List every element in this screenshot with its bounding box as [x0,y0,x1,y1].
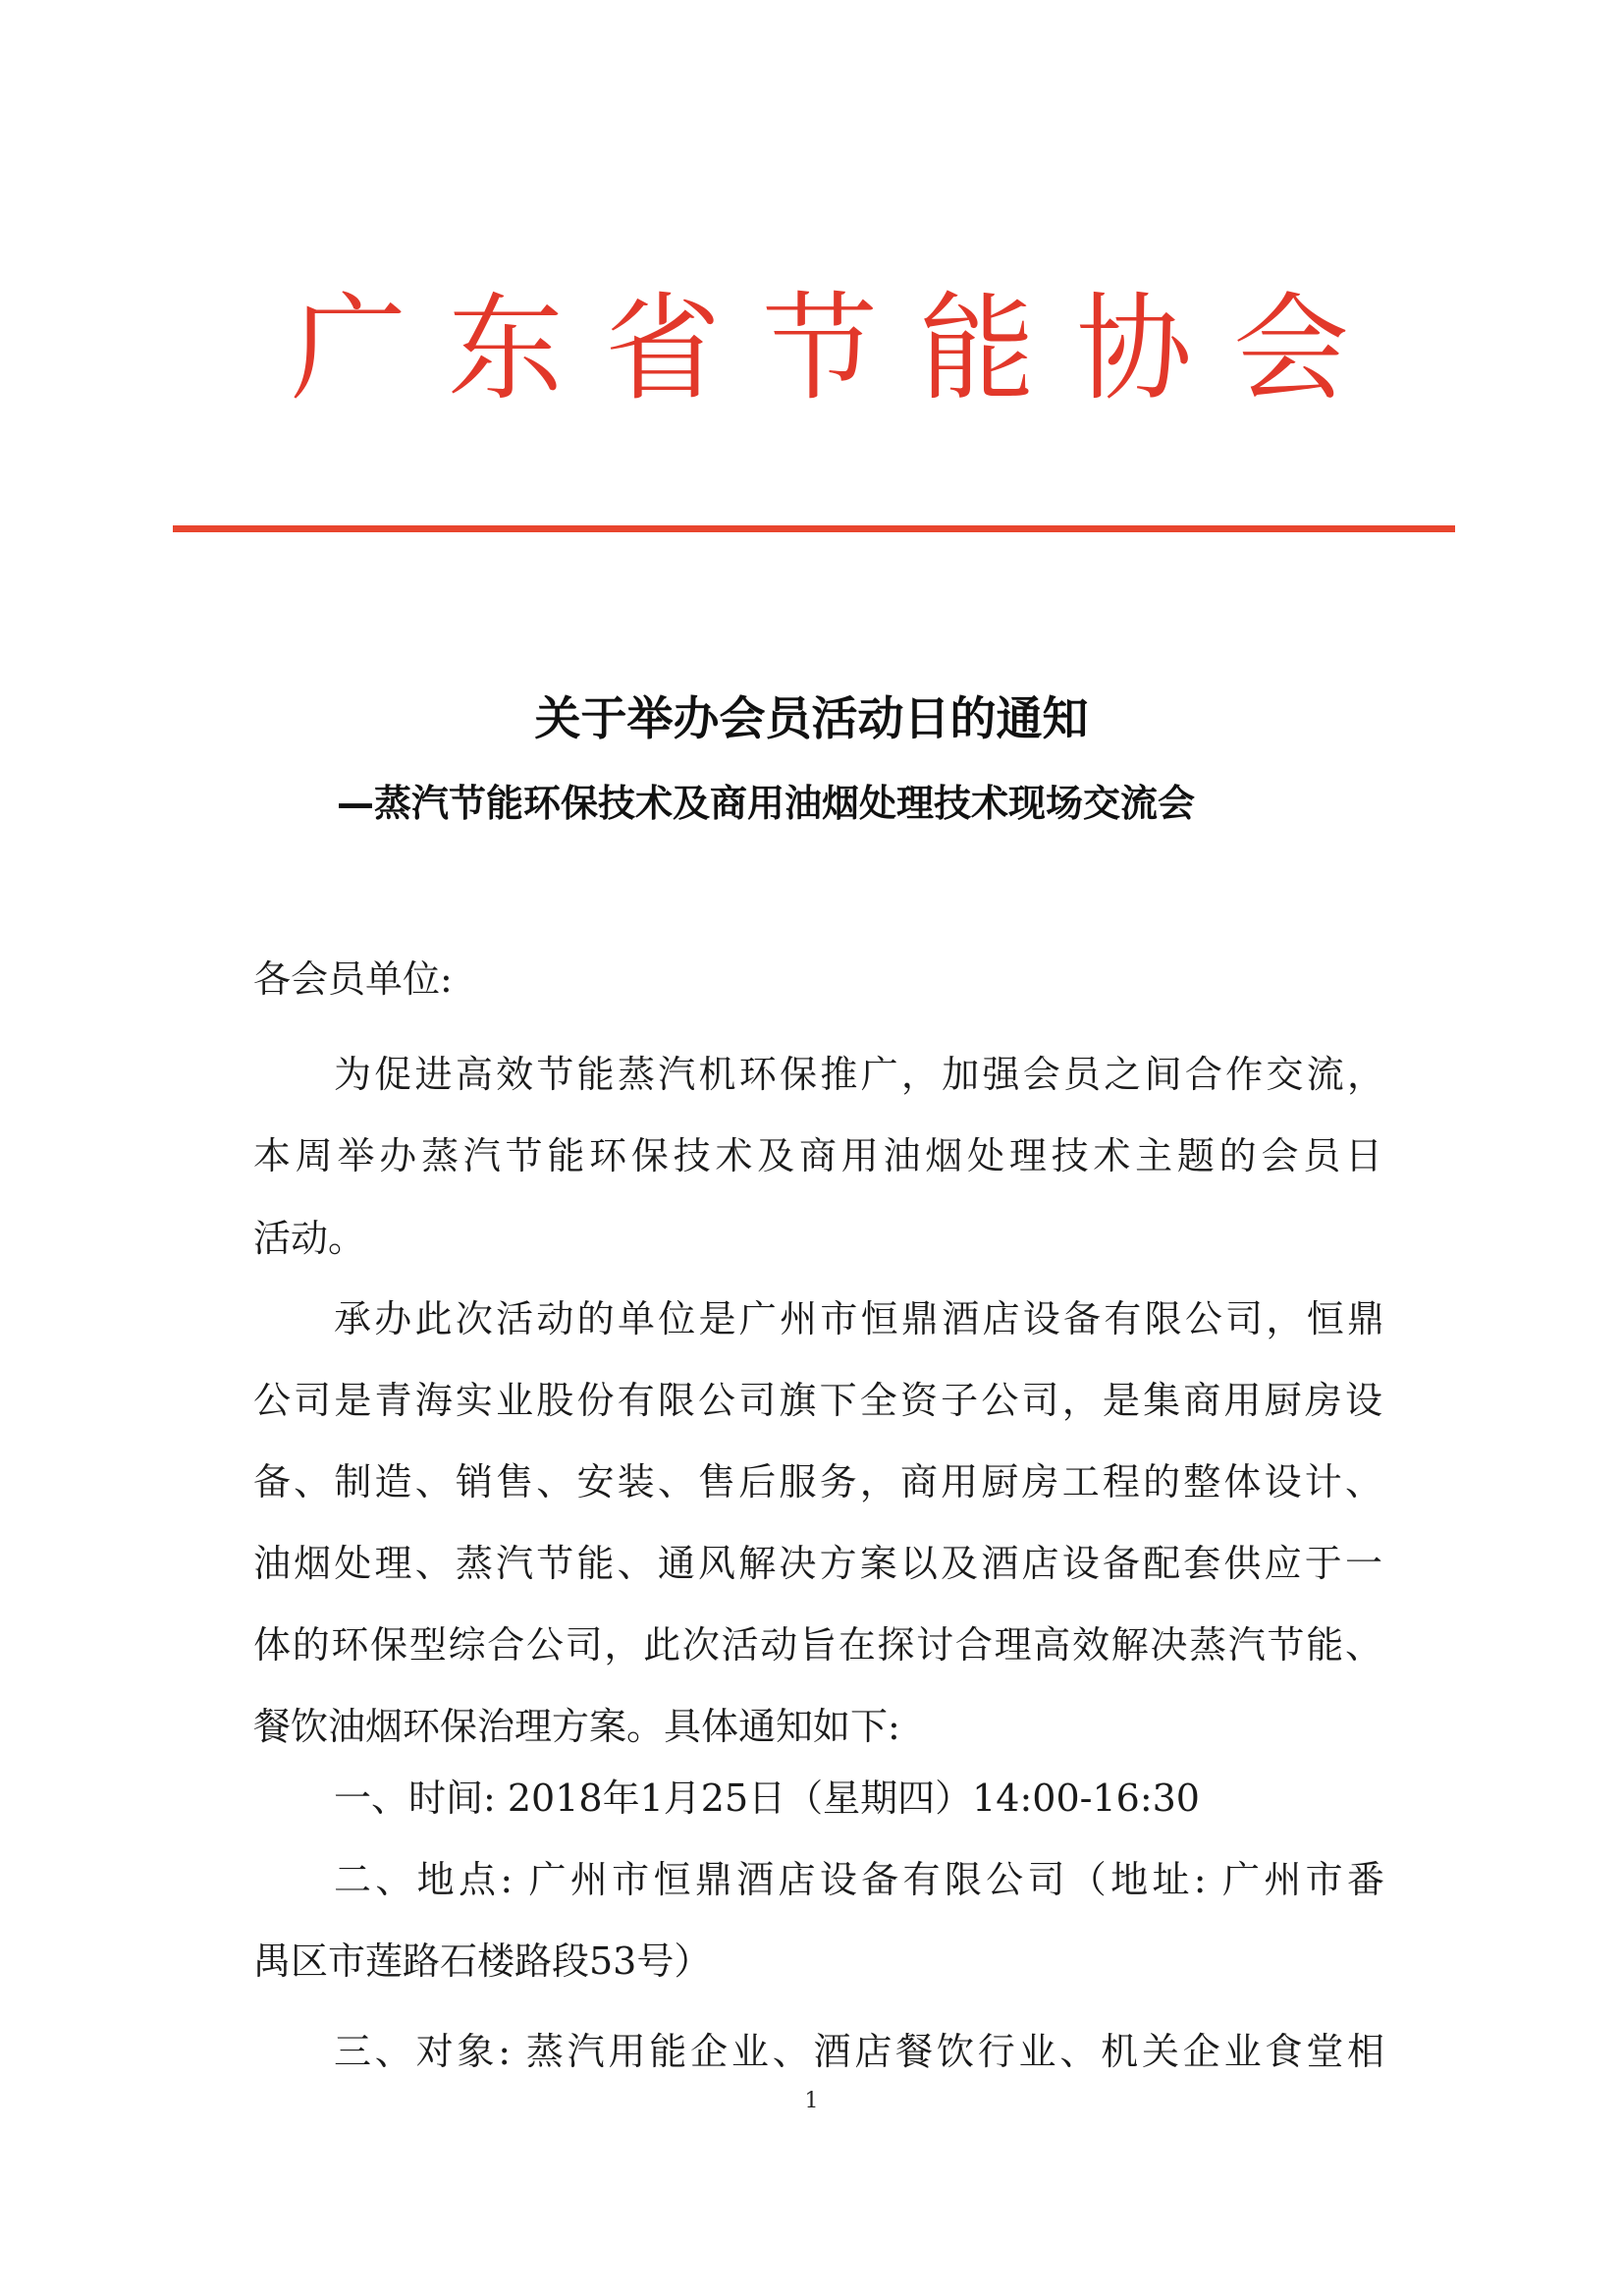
salutation: 各会员单位: [253,957,453,1001]
body-line: 活动。 [253,1217,366,1260]
body-line: 体的环保型综合公司，此次活动旨在探讨合理高效解决蒸汽节能、 [253,1623,1382,1667]
body-line: 油烟处理、蒸汽节能、通风解决方案以及酒店设备配套供应于一 [253,1542,1382,1585]
schedule-audience: 三、对象: 蒸汽用能企业、酒店餐饮行业、机关企业食堂相 [334,2030,1384,2073]
body-line: 餐饮油烟环保治理方案。具体通知如下: [253,1705,900,1748]
body-line: 本周举办蒸汽节能环保技术及商用油烟处理技术主题的会员日 [253,1134,1382,1177]
body-line: 为促进高效节能蒸汽机环保推广，加强会员之间合作交流， [334,1053,1384,1096]
schedule-time: 一、时间: 2018年1月25日（星期四）14:00-16:30 [334,1777,1200,1820]
body-line: 承办此次活动的单位是广州市恒鼎酒店设备有限公司，恒鼎 [334,1297,1384,1340]
body-line: 公司是青海实业股份有限公司旗下全资子公司，是集商用厨房设 [253,1379,1382,1422]
schedule-location: 二、地点: 广州市恒鼎酒店设备有限公司（地址: 广州市番 [334,1858,1384,1901]
schedule-location-continued: 禺区市莲路石楼路段53号） [253,1940,712,1983]
notice-title: 关于举办会员活动日的通知 [534,692,1089,746]
letterhead-organization-name: 广东省节能协会 [291,281,1391,416]
notice-subtitle: —蒸汽节能环保技术及商用油烟处理技术现场交流会 [337,782,1196,825]
body-line: 备、制造、销售、安装、售后服务，商用厨房工程的整体设计、 [253,1460,1382,1503]
letterhead-red-rule [173,525,1455,532]
page-number: 1 [804,2089,819,2113]
